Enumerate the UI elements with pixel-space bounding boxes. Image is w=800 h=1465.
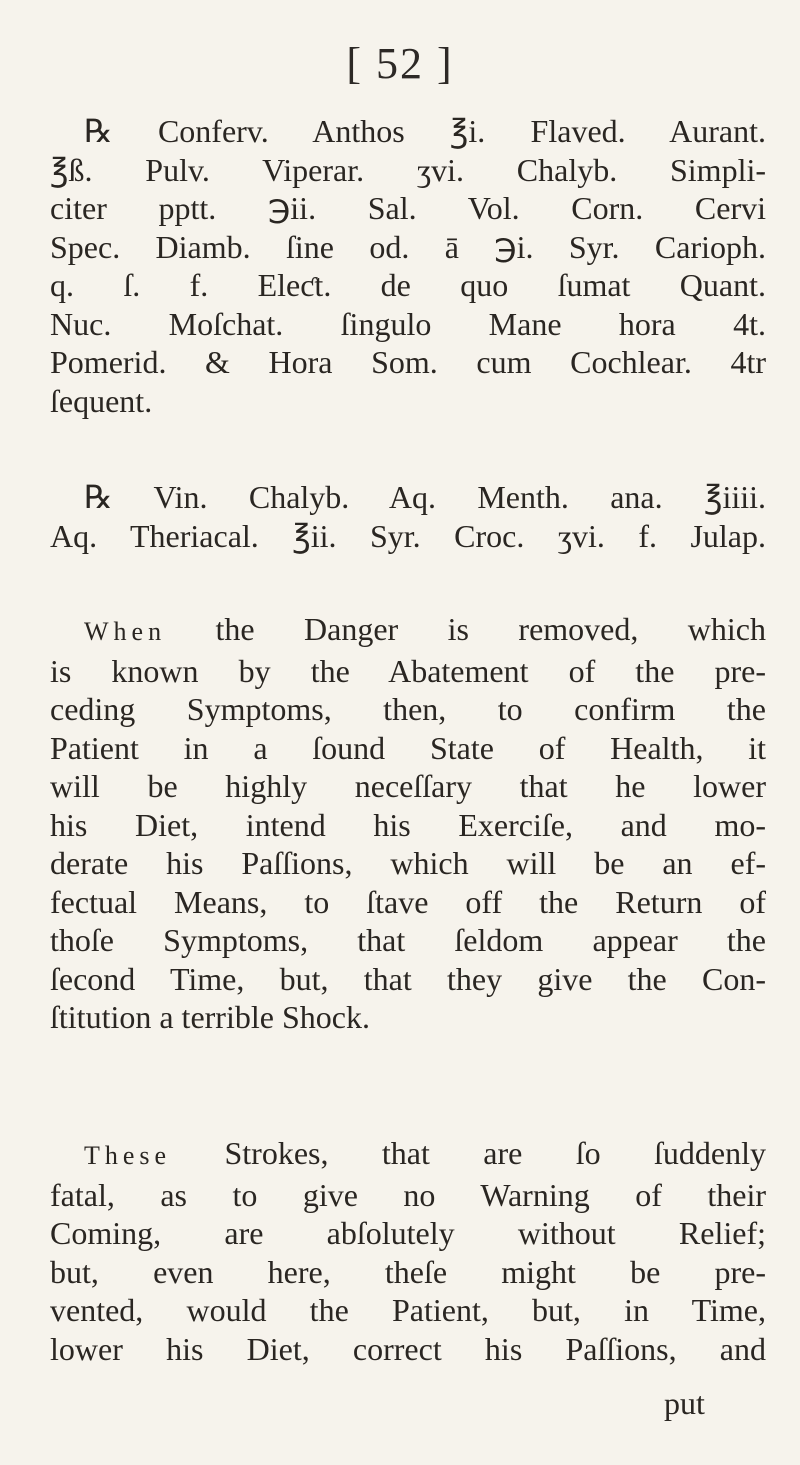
paragraph-line: fatal, as to give no Warning of their bbox=[50, 1176, 766, 1213]
paragraph-line: ceding Symptoms, then, to confirm the bbox=[50, 691, 766, 727]
lead-word: These bbox=[84, 1141, 172, 1170]
recipe-1-line: Spec. Diamb. ſine od. ā ℈i. Syr. Carioph. bbox=[50, 228, 766, 265]
paragraph-line: Patient in a ſound State of Health, it bbox=[50, 729, 766, 766]
recipe-2 bbox=[50, 478, 766, 555]
paragraph-line: thoſe Symptoms, that ſeldom appear the bbox=[50, 922, 766, 958]
paragraph-line: derate his Paſſions, which will be an ef- bbox=[50, 845, 766, 881]
paragraph-danger-removed bbox=[50, 610, 766, 1037]
paragraph-strokes bbox=[50, 1134, 766, 1368]
first-line-rest: the Danger is removed, which bbox=[166, 611, 766, 647]
first-line-rest: Strokes, that are ſo ſuddenly bbox=[171, 1135, 766, 1171]
paragraph-line: will be highly neceſſary that he lower bbox=[50, 768, 766, 804]
page-number: [ 52 ] bbox=[346, 39, 454, 88]
recipe-1-line: Pomerid. & Hora Som. cum Cochlear. 4tr bbox=[50, 344, 766, 380]
recipe-1-line: ſequent. bbox=[50, 382, 153, 419]
paragraph-line: his Diet, intend his Exerciſe, and mo- bbox=[50, 806, 766, 843]
paragraph-line: vented, would the Patient, but, in Time, bbox=[50, 1292, 766, 1328]
recipe-1-line: q. ſ. f. Eleƈt. de quo ſumat Quant. bbox=[50, 267, 766, 303]
recipe-1-line: ℞ Conferv. Anthos ℥i. Flaved. Aurant. bbox=[84, 113, 766, 149]
lead-word: When bbox=[84, 617, 167, 646]
recipe-1-line: Nuc. Moſchat. ſingulo Mane hora 4t. bbox=[50, 305, 766, 342]
paragraph-line: ſecond Time, but, that they give the Con- bbox=[50, 960, 766, 997]
paragraph-line: fectual Means, to ſtave off the Return of bbox=[50, 883, 766, 920]
paragraph-line: ſtitution a terrible Shock. bbox=[50, 999, 370, 1035]
recipe-2-line: Aq. Theriacal. ℥ii. Syr. Croc. ʒvi. f. Julap. bbox=[50, 517, 766, 554]
recipe-1 bbox=[50, 112, 766, 420]
recipe-1-line: ℥ß. Pulv. Viperar. ʒvi. Chalyb. Simpli- bbox=[50, 151, 766, 188]
paragraph-line: lower his Diet, correct his Paſſions, and bbox=[50, 1330, 766, 1367]
paragraph-line: is known by the Abatement of the pre- bbox=[50, 652, 766, 689]
paragraph-first-line bbox=[50, 610, 766, 652]
paragraph-line: Coming, are abſolutely without Relief; bbox=[50, 1215, 766, 1251]
paragraph-line: but, even here, theſe might be pre- bbox=[50, 1253, 766, 1290]
paragraph-first-line bbox=[50, 1134, 766, 1176]
recipe-1-line: citer pptt. ℈ii. Sal. Vol. Corn. Cervi bbox=[50, 190, 766, 226]
catchword: put bbox=[664, 1385, 705, 1421]
recipe-2-line: ℞ Vin. Chalyb. Aq. Menth. ana. ℥iiii. bbox=[84, 479, 766, 515]
